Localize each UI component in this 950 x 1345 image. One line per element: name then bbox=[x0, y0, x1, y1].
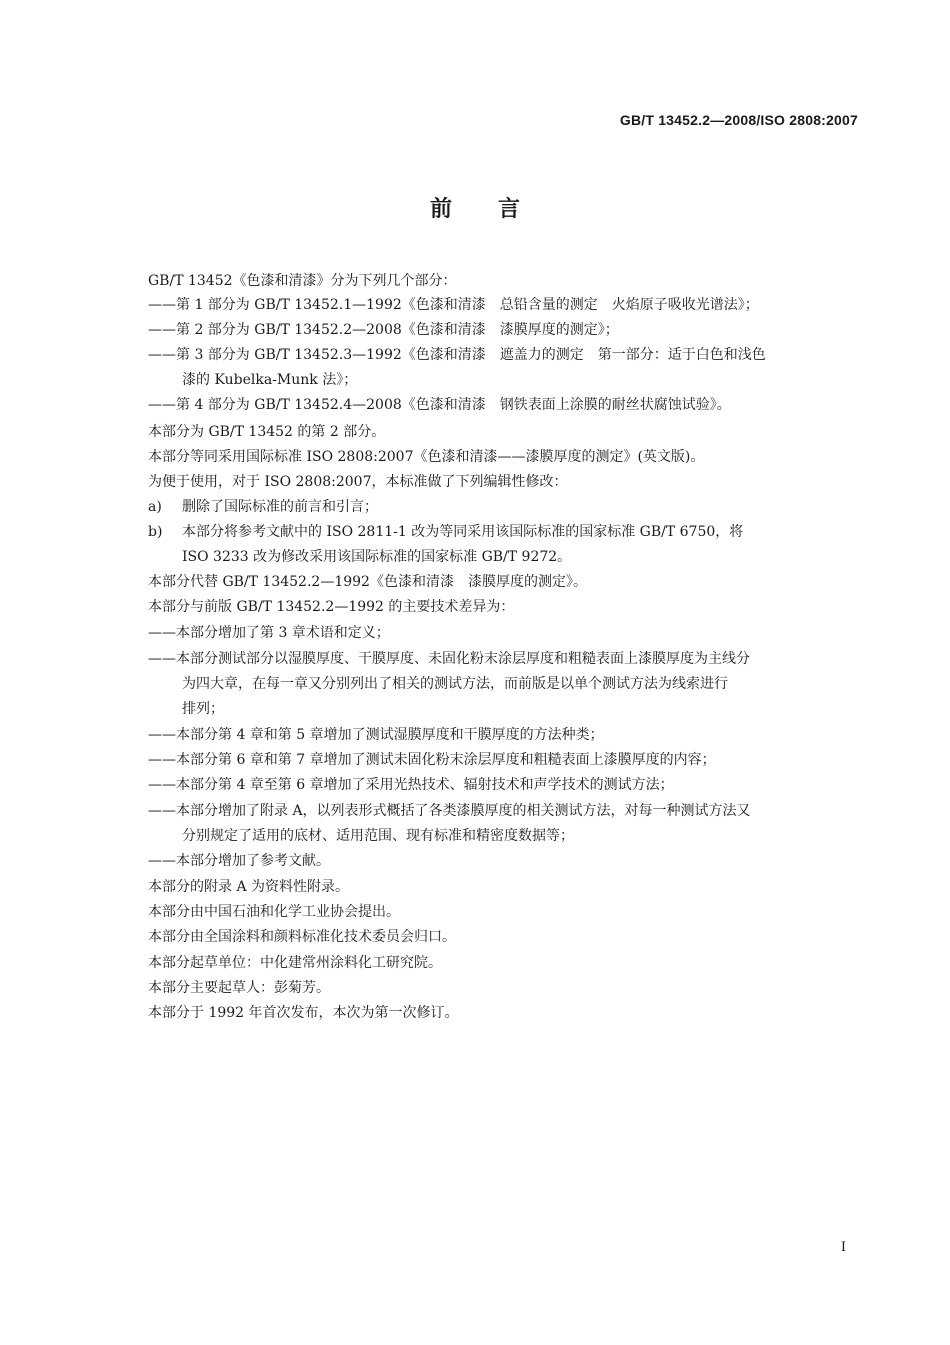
list-item-text: 本部分将参考文献中的 ISO 2811-1 改为等同采用该国际标准的国家标准 GB/T 6750，将 bbox=[182, 524, 744, 540]
page-number: I bbox=[840, 1240, 846, 1255]
text-line: 本部分为 GB/T 13452 的第 2 部分。 bbox=[148, 424, 386, 440]
text-line: 为便于使用，对于 ISO 2808:2007，本标准做了下列编辑性修改： bbox=[148, 474, 568, 490]
page-title: 前言 bbox=[429, 197, 566, 222]
text-line: ——本部分第 4 章至第 6 章增加了采用光热技术、辐射技术和声学技术的测试方法； bbox=[148, 777, 674, 793]
list-item-text: ISO 3233 改为修改采用该国际标准的国家标准 GB/T 9272。 bbox=[182, 549, 572, 565]
text-line: 漆的 Kubelka-Munk 法》； bbox=[182, 372, 358, 388]
text-line: 分别规定了适用的底材、适用范围、现有标准和精密度数据等； bbox=[182, 828, 574, 844]
list-marker-a: a) bbox=[148, 499, 162, 515]
text-line: ——本部分第 4 章和第 5 章增加了测试湿膜厚度和干膜厚度的方法种类； bbox=[148, 727, 604, 743]
list-item-text: 删除了国际标准的前言和引言； bbox=[182, 499, 378, 515]
text-line: ——本部分第 6 章和第 7 章增加了测试未固化粉末涂层厚度和粗糙表面上漆膜厚度的内容； bbox=[148, 752, 716, 768]
list-marker-b: b) bbox=[148, 524, 163, 540]
text-line: 本部分起草单位：中化建常州涂料化工研究院。 bbox=[148, 955, 442, 971]
text-line: 本部分与前版 GB/T 13452.2—1992 的主要技术差异为： bbox=[148, 599, 515, 615]
text-line: 排列； bbox=[182, 701, 224, 717]
text-line: ——第 2 部分为 GB/T 13452.2—2008《色漆和清漆 漆膜厚度的测定》； bbox=[148, 322, 619, 338]
text-line: 为四大章，在每一章又分别列出了相关的测试方法，而前版是以单个测试方法为线索进行 bbox=[182, 676, 728, 692]
text-line: GB/T 13452《色漆和清漆》分为下列几个部分： bbox=[148, 273, 457, 289]
text-line: 本部分于 1992 年首次发布，本次为第一次修订。 bbox=[148, 1005, 459, 1021]
text-line: 本部分代替 GB/T 13452.2—1992《色漆和清漆 漆膜厚度的测定》。 bbox=[148, 574, 587, 590]
text-line: ——本部分测试部分以湿膜厚度、干膜厚度、未固化粉末涂层厚度和粗糙表面上漆膜厚度为主线分 bbox=[148, 651, 750, 667]
text-line: 本部分主要起草人：彭菊芳。 bbox=[148, 980, 330, 996]
text-line: ——本部分增加了参考文献。 bbox=[148, 853, 330, 869]
text-line: 本部分由中国石油和化学工业协会提出。 bbox=[148, 904, 400, 920]
text-line: ——本部分增加了附录 A，以列表形式概括了各类漆膜厚度的相关测试方法，对每一种测试方法又 bbox=[148, 803, 751, 819]
standard-code: GB/T 13452.2—2008/ISO 2808:2007 bbox=[619, 112, 858, 128]
text-line: 本部分等同采用国际标准 ISO 2808:2007《色漆和清漆——漆膜厚度的测定》(英文版)。 bbox=[148, 449, 705, 465]
text-line: 本部分由全国涂料和颜料标准化技术委员会归口。 bbox=[148, 929, 456, 945]
text-line: 本部分的附录 A 为资料性附录。 bbox=[148, 879, 350, 895]
text-line: ——本部分增加了第 3 章术语和定义； bbox=[148, 625, 390, 641]
text-line: ——第 1 部分为 GB/T 13452.1—1992《色漆和清漆 总铅含量的测定 火焰原子吸收光谱法》； bbox=[148, 297, 759, 313]
text-line: ——第 4 部分为 GB/T 13452.4—2008《色漆和清漆 钢铁表面上涂膜的耐丝状腐蚀试验》。 bbox=[148, 397, 731, 413]
text-line: ——第 3 部分为 GB/T 13452.3—1992《色漆和清漆 遮盖力的测定 第一部分：适于白色和浅色 bbox=[148, 347, 766, 363]
